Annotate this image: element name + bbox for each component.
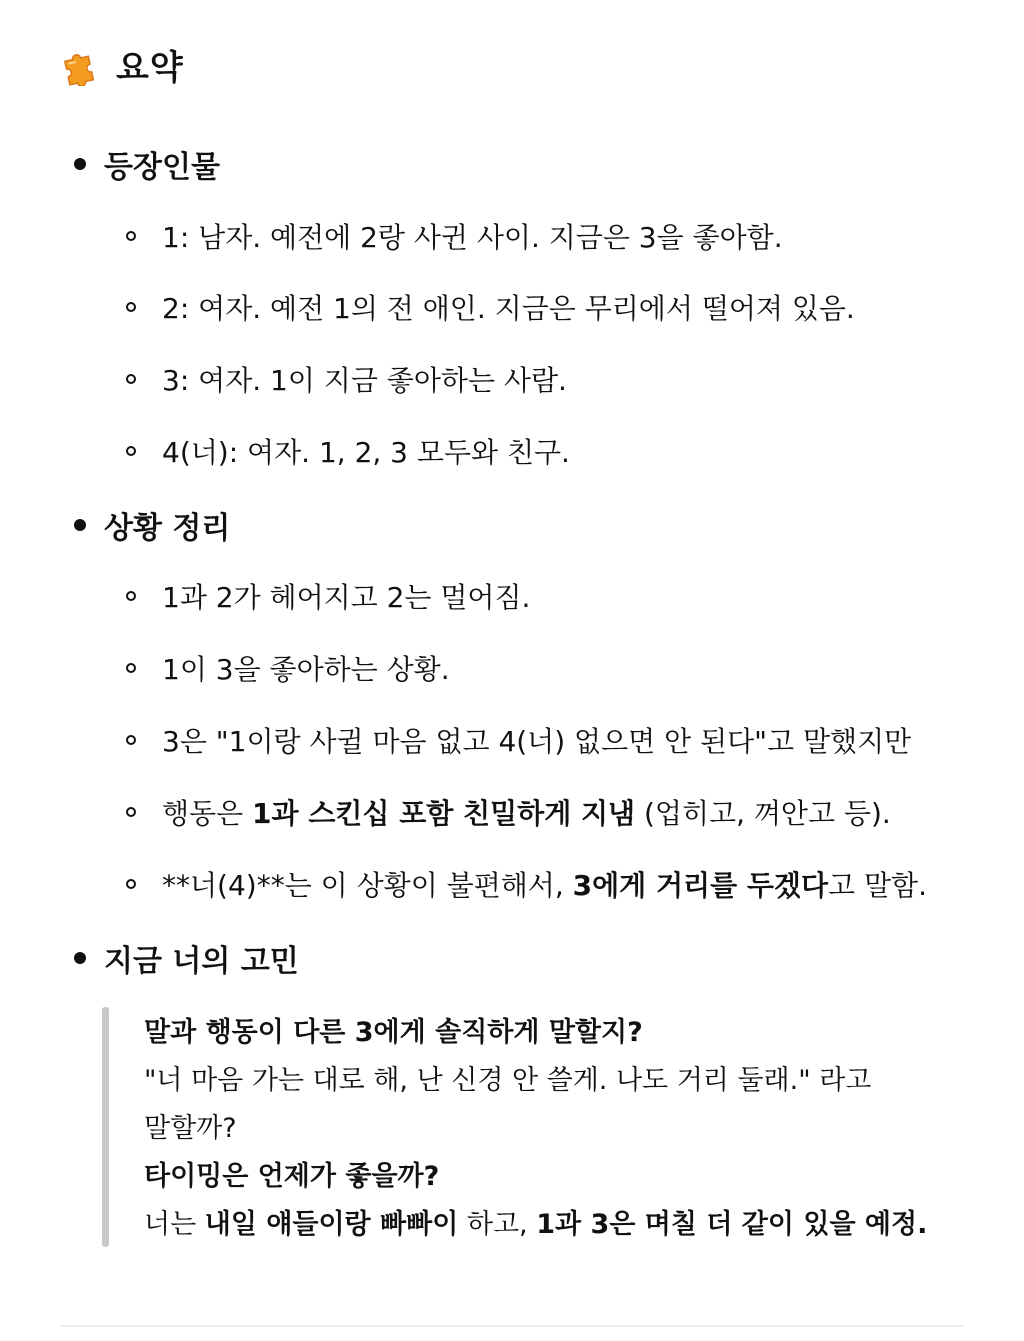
section-title: 등장인물: [104, 150, 220, 185]
section-characters: [74, 142, 220, 186]
bullet-icon: [74, 158, 86, 170]
puzzle-piece-icon: [60, 44, 102, 86]
section-title: 지금 너의 고민: [104, 944, 299, 979]
list-item: [126, 431, 570, 471]
list-item-text: 4(너): 여자. 1, 2, 3 모두와 친구.: [162, 436, 570, 469]
circle-bullet-icon: [126, 231, 136, 241]
list-item: [126, 864, 927, 904]
circle-bullet-icon: [126, 446, 136, 456]
bullet-icon: [74, 952, 86, 964]
list-item-text: 행동은 1과 스킨십 포함 친밀하게 지냄 (업히고, 껴안고 등).: [162, 797, 891, 830]
list-item-text: 1이 3을 좋아하는 상황.: [162, 653, 450, 686]
list-item: [126, 720, 911, 760]
quote-text-line: "너 마음 가는 대로 해, 난 신경 안 쓸게. 나도 거리 둘래." 라고: [144, 1065, 872, 1096]
list-item-text: 3은 "1이랑 사귈 마음 없고 4(너) 없으면 안 된다"고 말했지만: [162, 725, 912, 758]
summary-heading: [60, 40, 184, 89]
quote-text-line: 말할까?: [144, 1113, 237, 1144]
section-situation: [74, 503, 230, 547]
circle-bullet-icon: [126, 735, 136, 745]
divider: [60, 1325, 964, 1327]
list-item-text: 2: 여자. 예전 1의 전 애인. 지금은 무리에서 떨어져 있음.: [162, 292, 855, 325]
section-title: 상황 정리: [104, 511, 231, 546]
section-concern: [74, 936, 299, 980]
circle-bullet-icon: [126, 591, 136, 601]
list-item: [126, 216, 783, 256]
quote-text-line: 너는 내일 얘들이랑 빠빠이 하고, 1과 3은 며칠 더 같이 있을 예정.: [144, 1209, 928, 1240]
page-title: 요약: [116, 48, 184, 88]
list-item-text: 1: 남자. 예전에 2랑 사귄 사이. 지금은 3을 좋아함.: [162, 221, 783, 254]
quote-question-1: 말과 행동이 다른 3에게 솔직하게 말할지?: [144, 1017, 643, 1048]
list-item: [126, 576, 530, 616]
list-item-text: **너(4)**는 이 상황이 불편해서, 3에게 거리를 두겠다고 말함.: [162, 869, 927, 902]
list-item: [126, 359, 567, 399]
blockquote-bar: [102, 1007, 109, 1247]
bullet-icon: [74, 519, 86, 531]
list-item: [126, 792, 891, 832]
quote-question-2: 타이밍은 언제가 좋을까?: [144, 1161, 440, 1192]
circle-bullet-icon: [126, 807, 136, 817]
list-item-text: 3: 여자. 1이 지금 좋아하는 사람.: [162, 364, 567, 397]
circle-bullet-icon: [126, 302, 136, 312]
list-item: [126, 648, 450, 688]
list-item: [126, 287, 855, 327]
circle-bullet-icon: [126, 374, 136, 384]
circle-bullet-icon: [126, 879, 136, 889]
list-item-text: 1과 2가 헤어지고 2는 멀어짐.: [162, 581, 531, 614]
circle-bullet-icon: [126, 663, 136, 673]
